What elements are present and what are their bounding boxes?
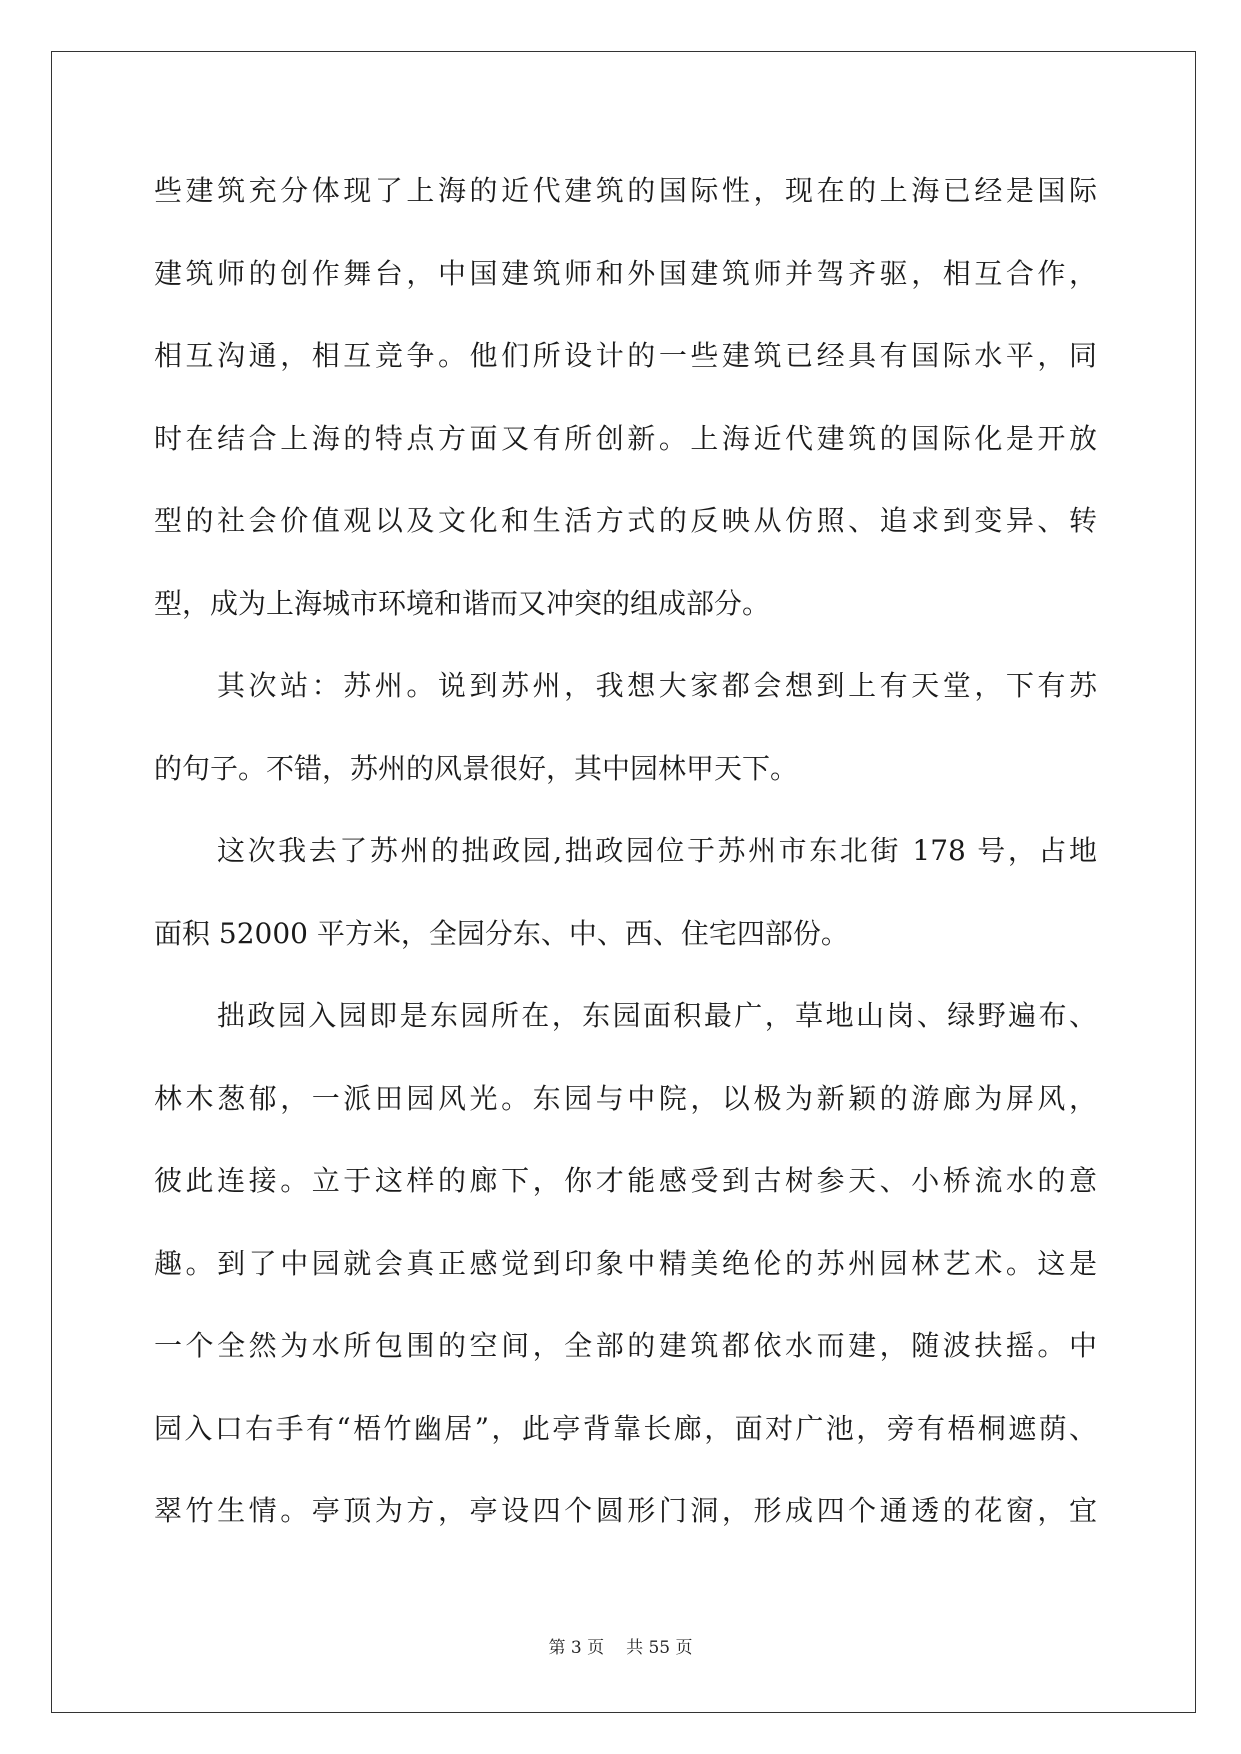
text-line: 翠竹生情。亭顶为方，亭设四个圆形门洞，形成四个通透的花窗，宜 (154, 1494, 1097, 1527)
text-line: 型，成为上海城市环境和谐而又冲突的组成部分。 (154, 586, 771, 620)
total-page-count: 共 55 页 (626, 1638, 693, 1658)
text-line: 的句子。不错，苏州的风景很好，其中园林甲天下。 (154, 751, 799, 785)
text-line: 趣。到了中园就会真正感觉到印象中精美绝伦的苏州园林艺术。这是 (154, 1246, 1097, 1280)
text-line: 建筑师的创作舞台，中国建筑师和外国建筑师并驾齐驱，相互合作， (154, 256, 1097, 290)
text-line: 些建筑充分体现了上海的近代建筑的国际性，现在的上海已经是国际 (154, 174, 1097, 207)
current-page-number: 第 3 页 (548, 1638, 605, 1658)
text-line: 一个全然为水所包围的空间，全部的建筑都依水而建，随波扶摇。中 (154, 1329, 1097, 1362)
document-body (154, 150, 1097, 1553)
text-line: 面积 52000 平方米，全园分东、中、西、住宅四部份。 (154, 916, 849, 950)
page-footer (0, 1634, 1241, 1662)
text-line: 型的社会价值观以及文化和生活方式的反映从仿照、追求到变异、转 (154, 504, 1097, 537)
text-line: 时在结合上海的特点方面又有所创新。上海近代建筑的国际化是开放 (154, 421, 1097, 455)
text-line: 相互沟通，相互竞争。他们所设计的一些建筑已经具有国际水平，同 (154, 339, 1097, 372)
text-line: 园入口右手有“梧竹幽居”，此亭背靠长廊，面对广池，旁有梧桐遮荫、 (154, 1411, 1097, 1445)
paragraph-first-line: 这次我去了苏州的拙政园,拙政园位于苏州市东北街 178 号，占地 (217, 834, 1097, 867)
paragraph-first-line: 拙政园入园即是东园所在，东园面积最广，草地山岗、绿野遍布、 (217, 999, 1097, 1032)
text-line: 林木葱郁，一派田园风光。东园与中院，以极为新颖的游廊为屏风， (154, 1081, 1097, 1115)
text-line: 彼此连接。立于这样的廊下，你才能感受到古树参天、小桥流水的意 (154, 1164, 1097, 1197)
paragraph-first-line: 其次站：苏州。说到苏州，我想大家都会想到上有天堂，下有苏 (217, 669, 1097, 702)
